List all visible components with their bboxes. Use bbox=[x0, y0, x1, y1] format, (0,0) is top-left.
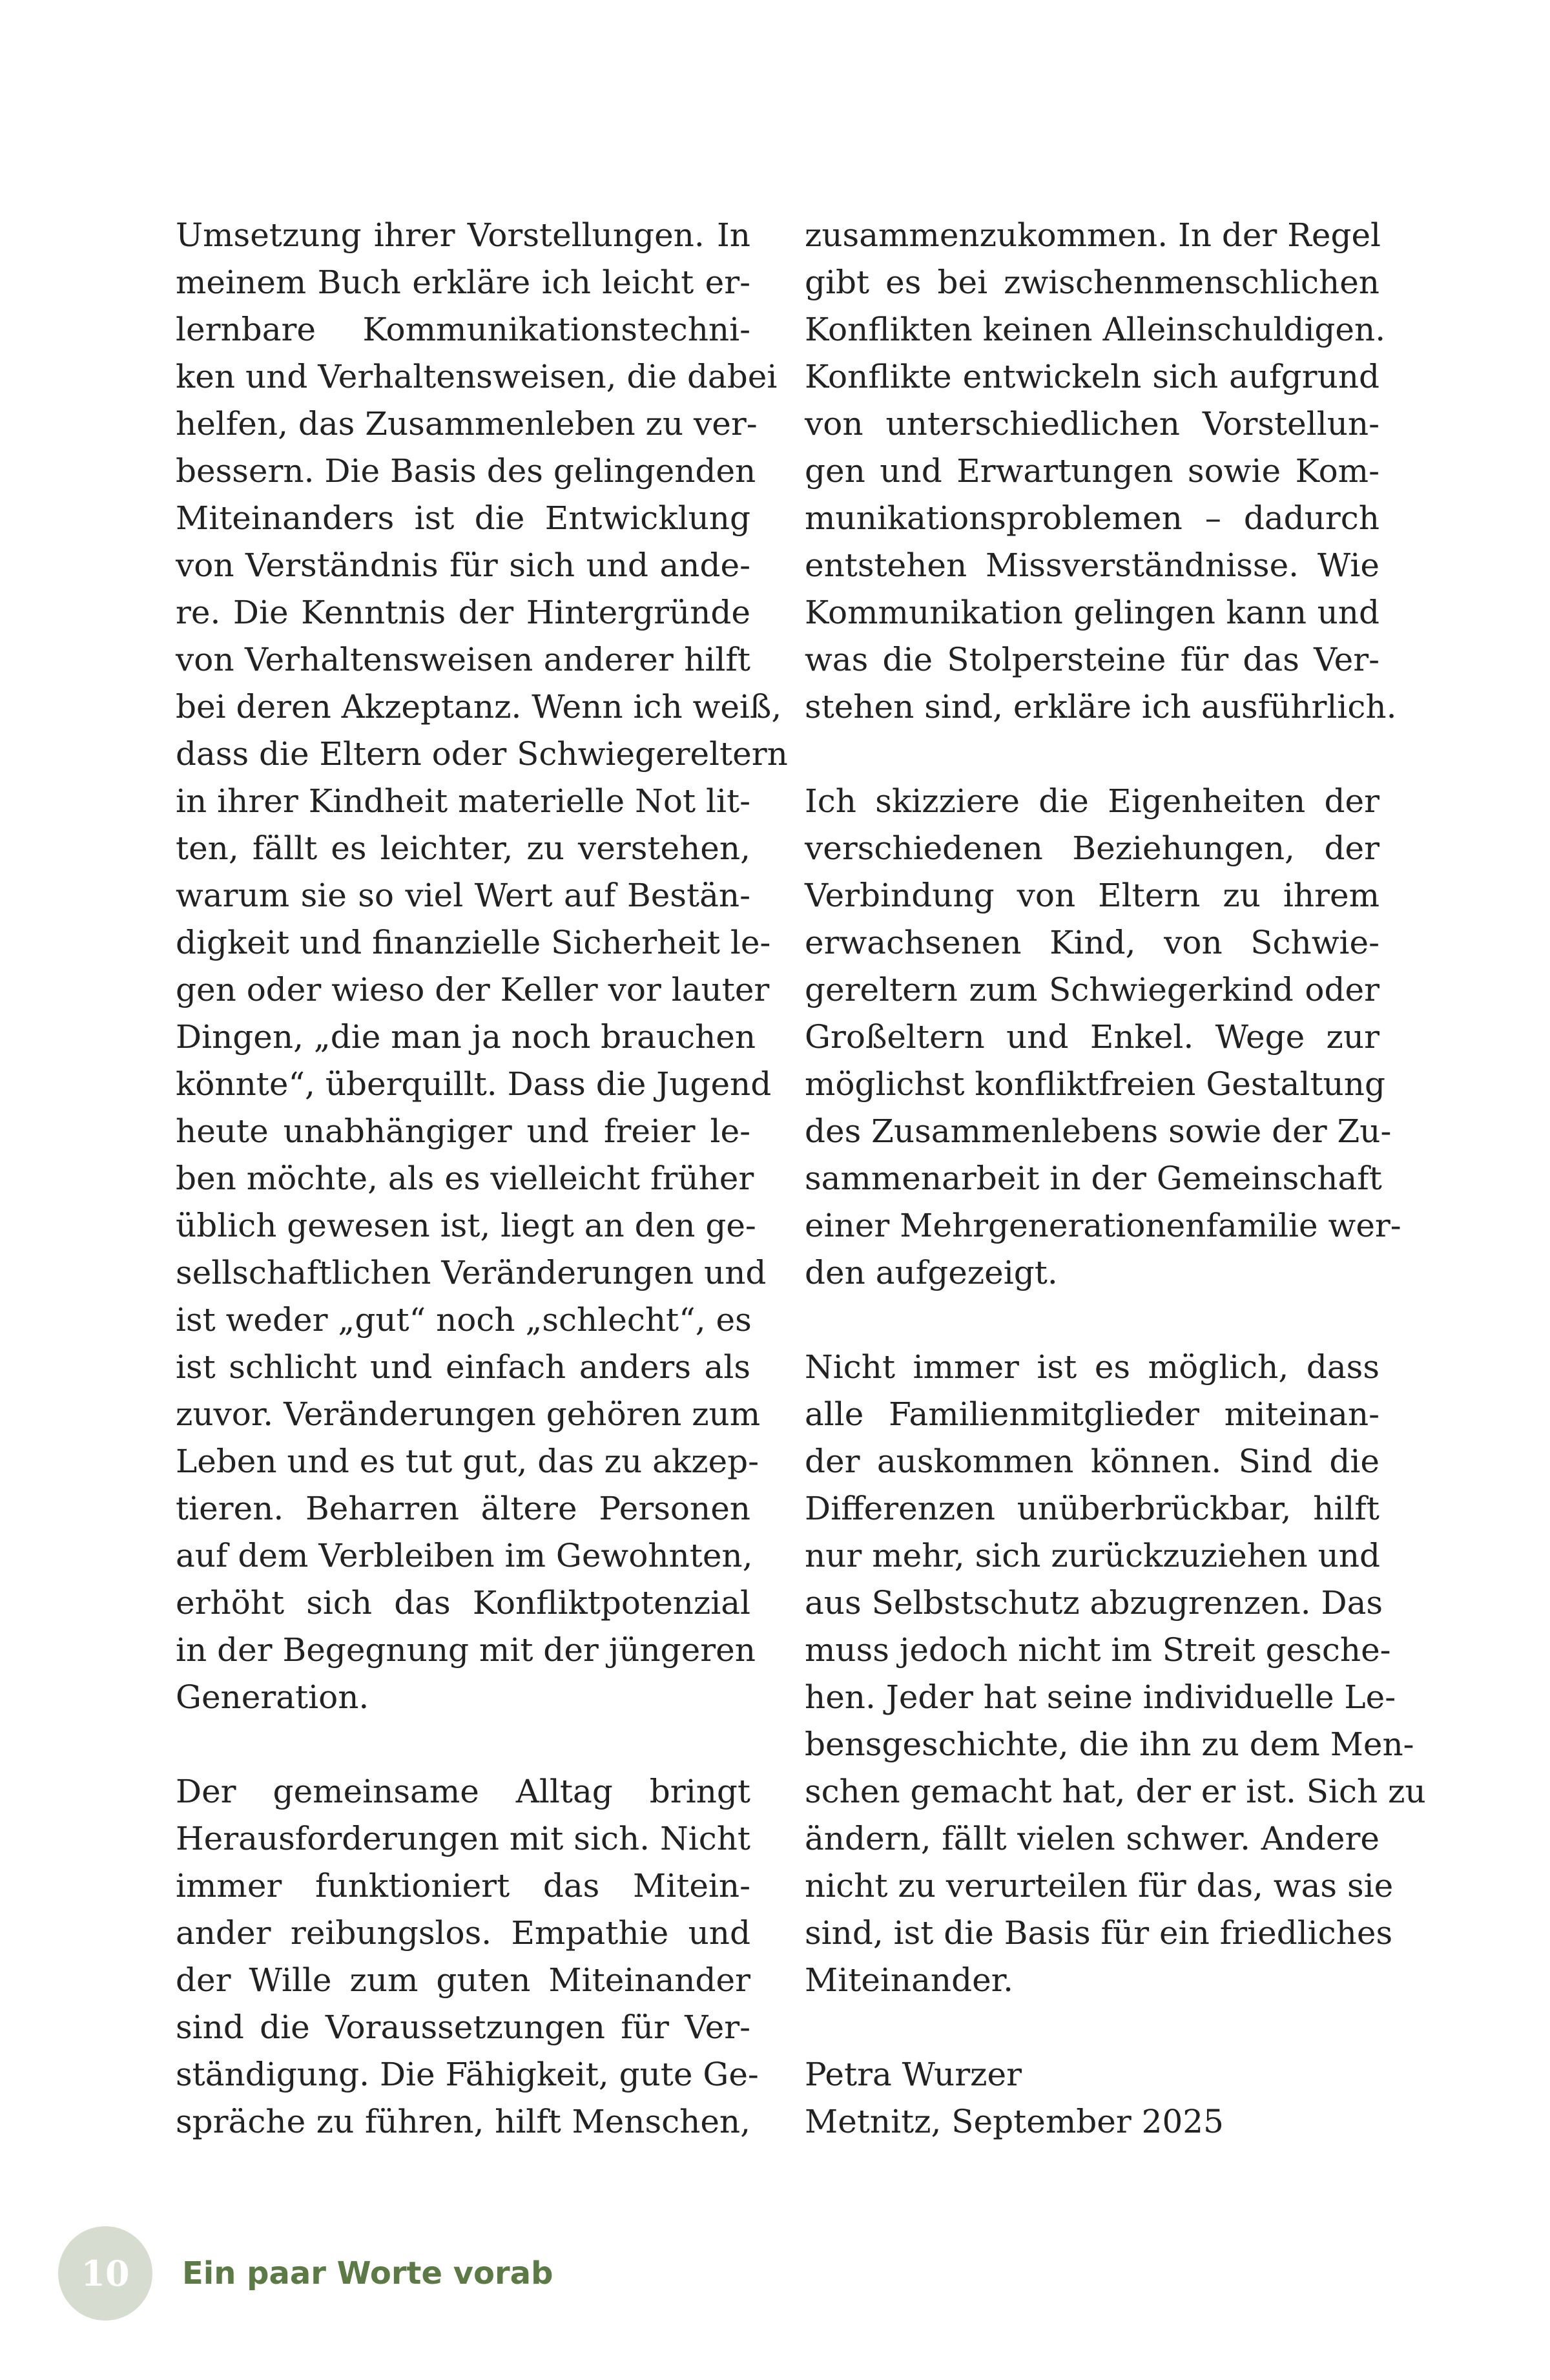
text-line: gen oder wieso der Keller vor lauter bbox=[176, 971, 770, 1008]
text-line: von Verhaltensweisen anderer hilft bbox=[176, 641, 750, 678]
text-line: bessern. Die Basis des gelingenden bbox=[176, 452, 756, 490]
text-line: Großeltern und Enkel. Wege zur bbox=[805, 1018, 1380, 1056]
text-line: schen gemacht hat, der er ist. Sich zu bbox=[805, 1773, 1426, 1810]
paragraph-gap bbox=[805, 2004, 1380, 2051]
text-line: Miteinanders ist die Entwicklung bbox=[176, 499, 750, 537]
text-line: munikationsproblemen – dadurch bbox=[805, 499, 1380, 537]
text-line: der Wille zum guten Miteinander bbox=[176, 1961, 750, 1999]
text-line: in ihrer Kindheit materielle Not lit- bbox=[176, 782, 750, 820]
text-line: ist schlicht und einfach anders als bbox=[176, 1348, 750, 1386]
paragraph-gap bbox=[176, 1721, 750, 1768]
text-line: spräche zu führen, hilft Menschen, bbox=[176, 2103, 750, 2140]
text-line: der auskommen können. Sind die bbox=[805, 1443, 1380, 1480]
text-line: hen. Jeder hat seine individuelle Le- bbox=[805, 1678, 1396, 1716]
text-line: ist weder „gut“ noch „schlecht“, es bbox=[176, 1301, 752, 1339]
text-line: Konflikten keinen Alleinschuldigen. bbox=[805, 311, 1386, 348]
text-line: Verbindung von Eltern zu ihrem bbox=[805, 877, 1380, 914]
text-line: heute unabhängiger und freier le- bbox=[176, 1112, 750, 1150]
text-line: Nicht immer ist es möglich, dass bbox=[805, 1348, 1380, 1386]
text-line: bensgeschichte, die ihn zu dem Men- bbox=[805, 1726, 1414, 1763]
text-line: üblich gewesen ist, liegt an den ge- bbox=[176, 1207, 756, 1244]
text-line: gibt es bei zwischenmenschlichen bbox=[805, 264, 1380, 301]
text-line: aus Selbstschutz abzugrenzen. Das bbox=[805, 1584, 1383, 1622]
text-line: den aufgezeigt. bbox=[805, 1254, 1058, 1291]
text-line: sind, ist die Basis für ein friedliches bbox=[805, 1914, 1393, 1952]
text-line: des Zusammenlebens sowie der Zu- bbox=[805, 1112, 1392, 1150]
text-line: Generation. bbox=[176, 1678, 369, 1716]
text-line: in der Begegnung mit der jüngeren bbox=[176, 1631, 756, 1669]
page-number-badge: 10 bbox=[58, 2226, 152, 2321]
paragraph-gap bbox=[805, 731, 1380, 778]
author-name: Petra Wurzer bbox=[805, 2056, 1022, 2093]
text-line: zusammenzukommen. In der Regel bbox=[805, 216, 1381, 254]
text-line: Kommunikation gelingen kann und bbox=[805, 594, 1380, 631]
text-line: Umsetzung ihrer Vorstellungen. In bbox=[176, 216, 750, 254]
text-line: lernbare Kommunikationstechni- bbox=[176, 311, 750, 348]
text-line: gen und Erwartungen sowie Kom- bbox=[805, 452, 1380, 490]
text-line: ständigung. Die Fähigkeit, gute Ge- bbox=[176, 2056, 759, 2093]
text-line: entstehen Missverständnisse. Wie bbox=[805, 547, 1380, 584]
text-line: könnte“, überquillt. Dass die Jugend bbox=[176, 1065, 772, 1103]
text-line: stehen sind, erkläre ich ausführlich. bbox=[805, 688, 1397, 725]
running-section-title: Ein paar Worte vorab bbox=[182, 2255, 553, 2291]
text-line: warum sie so viel Wert auf Bestän- bbox=[176, 877, 750, 914]
page-footer bbox=[58, 2225, 553, 2322]
text-line: zuvor. Veränderungen gehören zum bbox=[176, 1395, 761, 1433]
text-line: möglichst konfliktfreien Gestaltung bbox=[805, 1065, 1385, 1103]
text-line: von Verständnis für sich und ande- bbox=[176, 547, 750, 584]
text-line: ken und Verhaltensweisen, die dabei bbox=[176, 358, 778, 395]
text-line: ben möchte, als es vielleicht früher bbox=[176, 1160, 754, 1197]
text-line: meinem Buch erkläre ich leicht er- bbox=[176, 264, 750, 301]
text-line: einer Mehrgenerationenfamilie wer- bbox=[805, 1207, 1401, 1244]
text-line: Der gemeinsame Alltag bringt bbox=[176, 1773, 750, 1810]
text-line: helfen, das Zusammenleben zu ver- bbox=[176, 405, 758, 443]
text-line: sellschaftlichen Veränderungen und bbox=[176, 1254, 767, 1291]
right-text-column bbox=[805, 212, 1426, 2145]
text-line: dass die Eltern oder Schwiegereltern bbox=[176, 735, 788, 773]
left-text-column bbox=[176, 212, 788, 2145]
text-line: von unterschiedlichen Vorstellun- bbox=[805, 405, 1380, 443]
text-line: nur mehr, sich zurückzuziehen und bbox=[805, 1537, 1381, 1574]
text-line: Dingen, „die man ja noch brauchen bbox=[176, 1018, 756, 1056]
text-line: auf dem Verbleiben im Gewohnten, bbox=[176, 1537, 753, 1574]
text-line: alle Familienmitglieder miteinan- bbox=[805, 1395, 1380, 1433]
text-line: tieren. Beharren ältere Personen bbox=[176, 1490, 750, 1527]
text-line: gereltern zum Schwiegerkind oder bbox=[805, 971, 1380, 1008]
text-line: was die Stolpersteine für das Ver- bbox=[805, 641, 1380, 678]
text-line: muss jedoch nicht im Streit gesche- bbox=[805, 1631, 1391, 1669]
text-line: ändern, fällt vielen schwer. Andere bbox=[805, 1820, 1380, 1857]
text-line: ten, fällt es leichter, zu verstehen, bbox=[176, 830, 750, 867]
text-line: re. Die Kenntnis der Hintergründe bbox=[176, 594, 750, 631]
text-line: Herausforderungen mit sich. Nicht bbox=[176, 1820, 750, 1857]
paragraph-gap bbox=[805, 1297, 1380, 1344]
text-line: Miteinander. bbox=[805, 1961, 1013, 1999]
text-line: Leben und es tut gut, das zu akzep- bbox=[176, 1443, 760, 1480]
text-line: ander reibungslos. Empathie und bbox=[176, 1914, 750, 1952]
text-line: erwachsenen Kind, von Schwie- bbox=[805, 924, 1380, 961]
text-line: bei deren Akzeptanz. Wenn ich weiß, bbox=[176, 688, 782, 725]
text-line: digkeit und finanzielle Sicherheit le- bbox=[176, 924, 771, 961]
text-line: sammenarbeit in der Gemeinschaft bbox=[805, 1160, 1382, 1197]
text-line: nicht zu verurteilen für das, was sie bbox=[805, 1867, 1394, 1905]
text-line: erhöht sich das Konfliktpotenzial bbox=[176, 1584, 750, 1622]
text-line: Konflikte entwickeln sich aufgrund bbox=[805, 358, 1380, 395]
text-line: Differenzen unüberbrückbar, hilft bbox=[805, 1490, 1380, 1527]
text-line: verschiedenen Beziehungen, der bbox=[805, 830, 1380, 867]
place-date: Metnitz, September 2025 bbox=[805, 2103, 1224, 2140]
text-line: Ich skizziere die Eigenheiten der bbox=[805, 782, 1380, 820]
text-line: immer funktioniert das Mitein- bbox=[176, 1867, 750, 1905]
text-line: sind die Voraussetzungen für Ver- bbox=[176, 2009, 750, 2046]
